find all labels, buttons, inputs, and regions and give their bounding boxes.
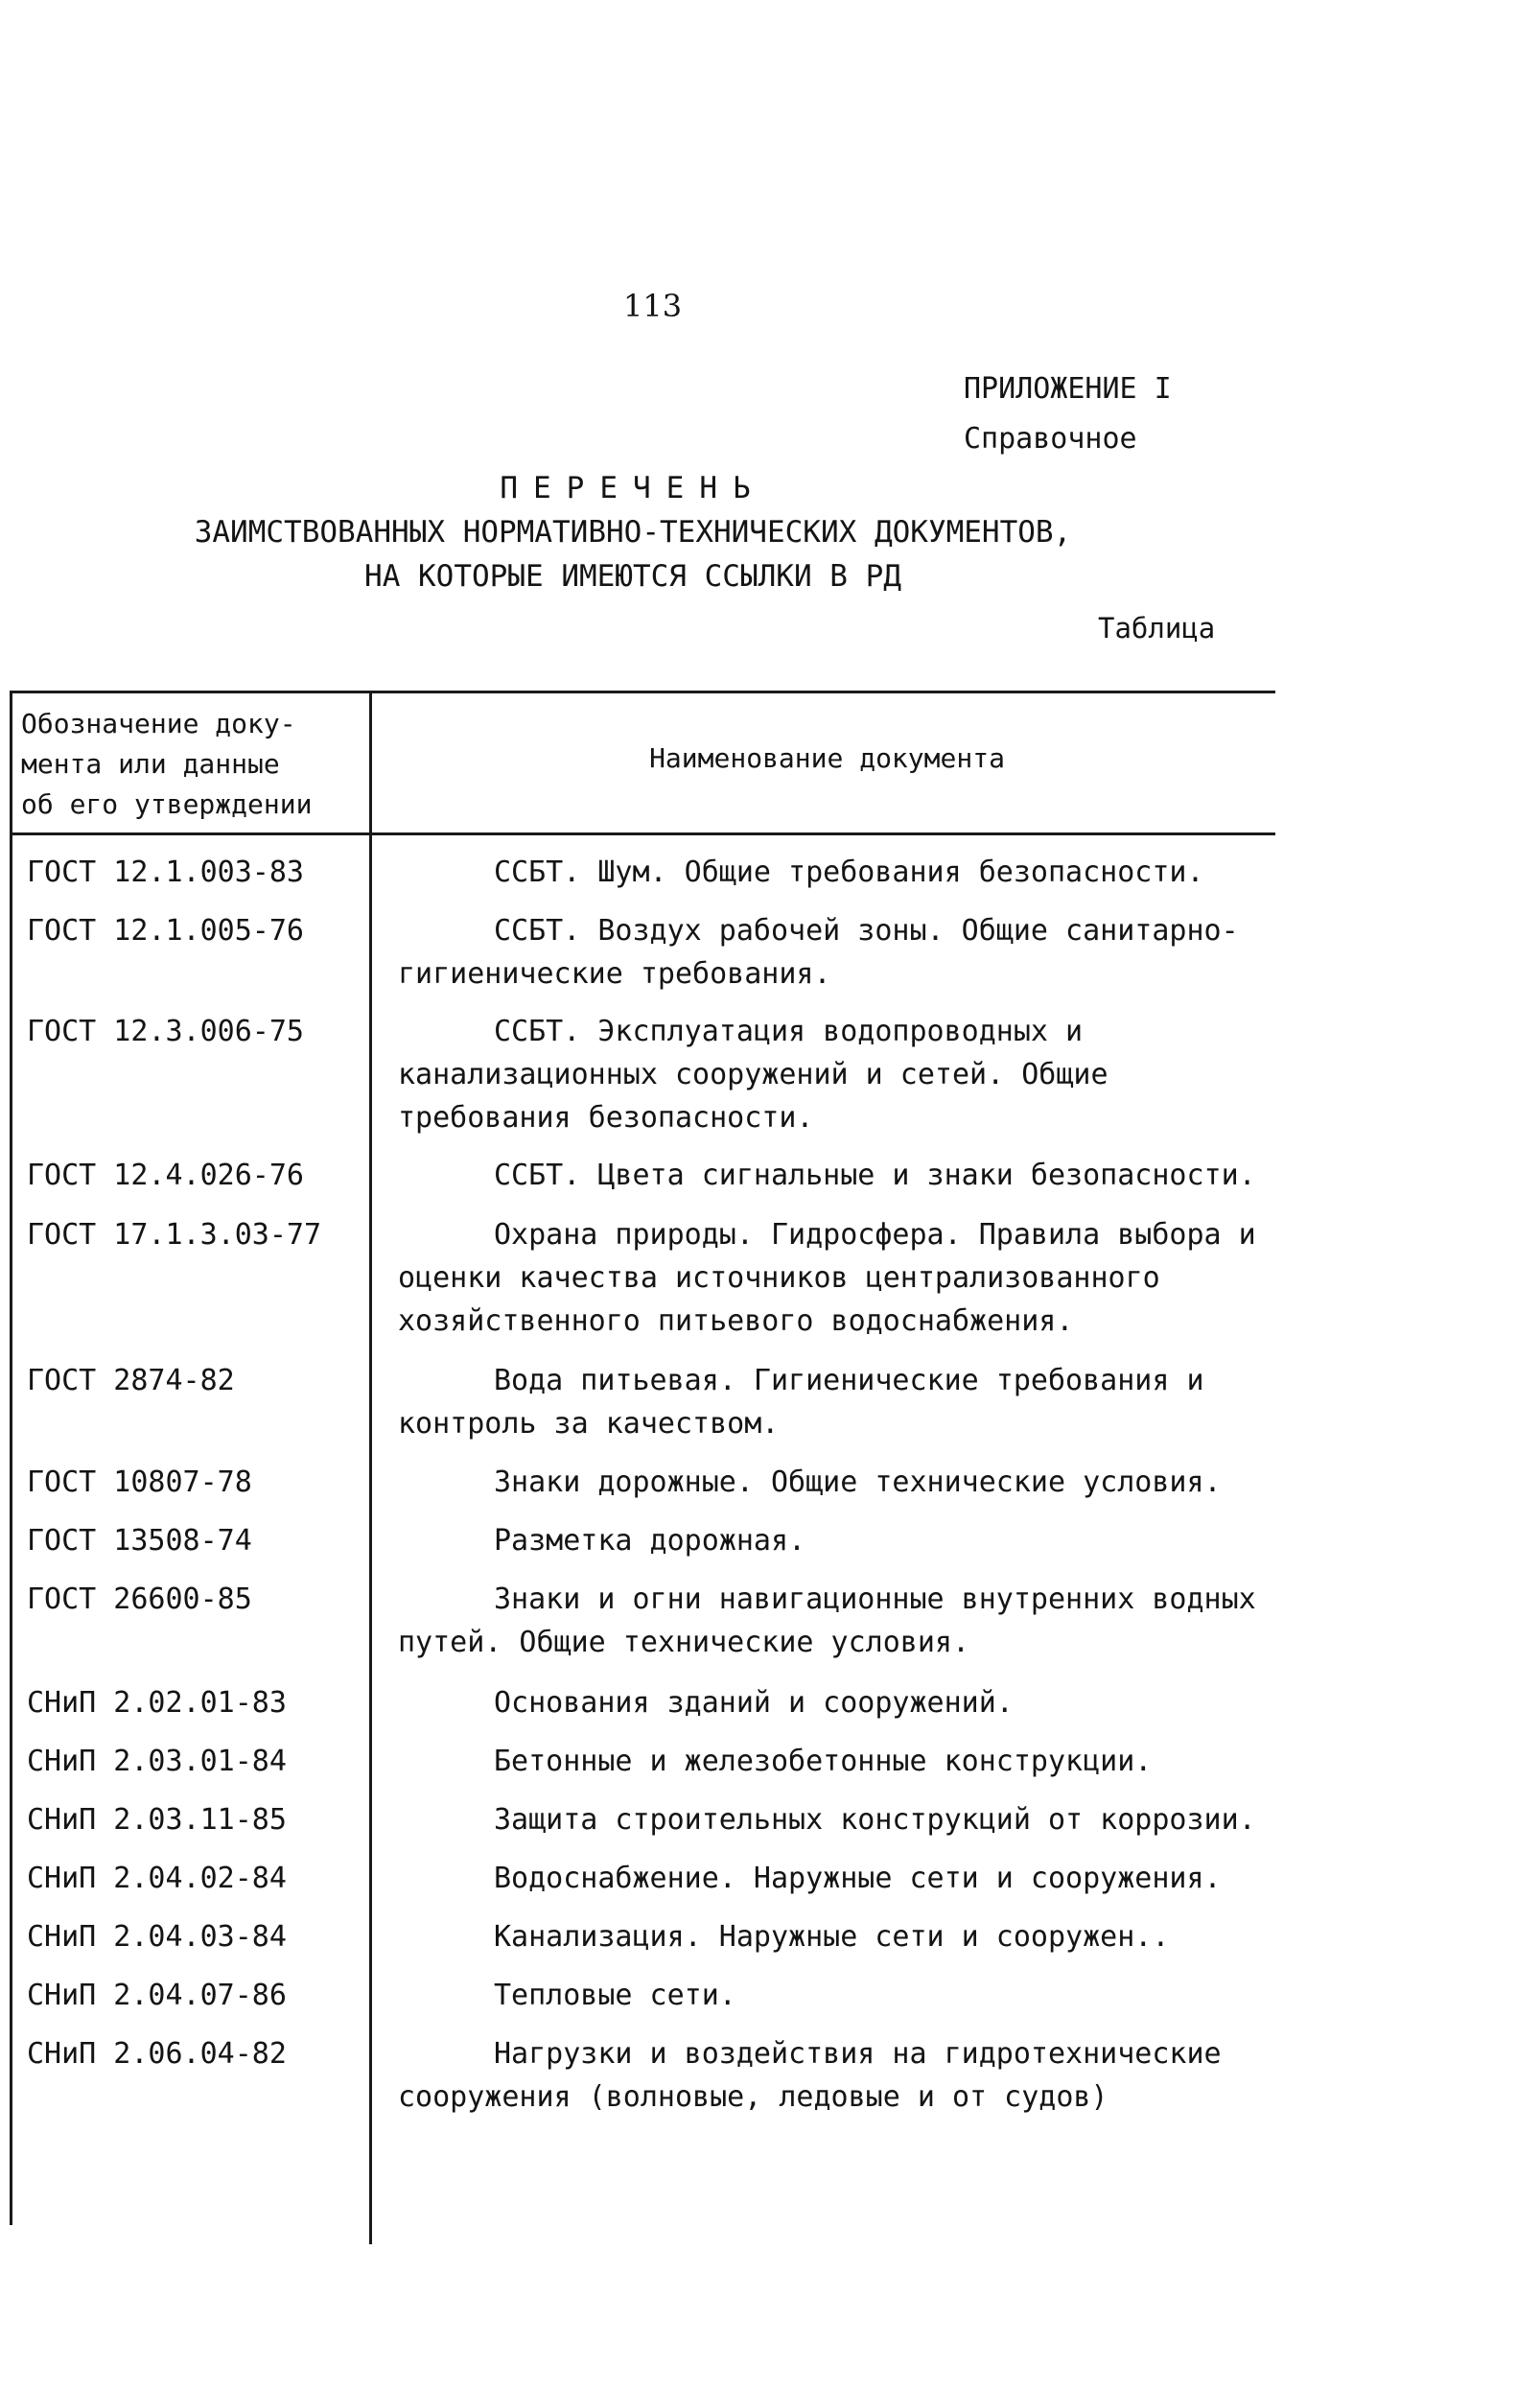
row-name: Основания зданий и сооружений. <box>494 1686 1014 1720</box>
row-code: СНиП 2.04.03-84 <box>27 1920 287 1954</box>
references-table <box>10 691 1275 2244</box>
row-code: ГОСТ 26600-85 <box>27 1582 252 1616</box>
header-document-name: Наименование документа <box>649 742 1005 774</box>
row-code: ГОСТ 2874-82 <box>27 1364 235 1397</box>
row-code: ГОСТ 10807-78 <box>27 1465 252 1499</box>
row-name: Водоснабжение. Наружные сети и сооружения. <box>494 1862 1222 1895</box>
row-code: ГОСТ 12.3.006-75 <box>27 1015 304 1048</box>
appendix-label: ПРИЛОЖЕНИЕ I <box>964 372 1172 406</box>
row-name: Охрана природы. Гидросфера. Правила выбора и оценки качества источников централизованного хозяйственного питьевого водоснабжения. <box>398 1218 1256 1338</box>
row-name: ССБТ. Шум. Общие требования безопасности. <box>494 856 1204 889</box>
header-designation <box>21 704 366 825</box>
appendix-heading <box>964 364 1172 464</box>
row-name: Вода питьевая. Гигиенические требования и контроль за качеством. <box>398 1364 1204 1441</box>
row-code: ГОСТ 12.4.026-76 <box>27 1159 304 1192</box>
document-title <box>153 466 1112 598</box>
title-line-1: ПЕРЕЧЕНЬ <box>500 471 766 505</box>
row-code: ГОСТ 12.1.003-83 <box>27 856 304 889</box>
table-header-rule <box>10 832 1275 835</box>
row-name: ССБТ. Цвета сигнальные и знаки безопасности. <box>494 1159 1256 1192</box>
row-code: ГОСТ 17.1.3.03-77 <box>27 1218 322 1252</box>
appendix-type: Справочное <box>964 422 1137 456</box>
table-label: Таблица <box>1098 612 1216 645</box>
table-top-rule <box>10 691 1275 693</box>
row-name: Канализация. Наружные сети и сооружен.. <box>494 1920 1170 1954</box>
table-left-border <box>10 691 12 2225</box>
row-name: ССБТ. Эксплуатация водопроводных и канализационных сооружений и сетей. Общие требования безопасности. <box>398 1015 1108 1135</box>
row-code: СНиП 2.02.01-83 <box>27 1686 287 1720</box>
header-designation-line-3: об его утверждении <box>21 788 313 820</box>
row-code: СНиП 2.03.01-84 <box>27 1745 287 1778</box>
title-line-3: НА КОТОРЫЕ ИМЕЮТСЯ ССЫЛКИ В РД <box>364 559 901 594</box>
row-code: СНиП 2.04.07-86 <box>27 1979 287 2012</box>
page-number: 113 <box>623 288 683 324</box>
row-name: Защита строительных конструкций от коррозии. <box>494 1803 1256 1837</box>
header-designation-line-1: Обозначение доку- <box>21 708 296 739</box>
row-name: Знаки дорожные. Общие технические условия. <box>494 1465 1222 1499</box>
row-code: СНиП 2.04.02-84 <box>27 1862 287 1895</box>
row-code: СНиП 2.03.11-85 <box>27 1803 287 1837</box>
row-name: Разметка дорожная. <box>494 1524 806 1558</box>
title-line-2: ЗАИМСТВОВАННЫХ НОРМАТИВНО-ТЕХНИЧЕСКИХ ДОКУМЕНТОВ, <box>194 515 1072 550</box>
row-name: Знаки и огни навигационные внутренних водных путей. Общие технические условия. <box>398 1582 1256 1659</box>
row-code: ГОСТ 12.1.005-76 <box>27 914 304 948</box>
row-code: ГОСТ 13508-74 <box>27 1524 252 1558</box>
row-code: СНиП 2.06.04-82 <box>27 2037 287 2071</box>
header-designation-line-2: мента или данные <box>21 748 280 780</box>
row-name: Бетонные и железобетонные конструкции. <box>494 1745 1153 1778</box>
row-name: Нагрузки и воздействия на гидротехнические сооружения (волновые, ледовые и от судов) <box>398 2037 1222 2114</box>
row-name: ССБТ. Воздух рабочей зоны. Общие санитарно-гигиенические требования. <box>398 914 1239 991</box>
row-name: Тепловые сети. <box>494 1979 736 2012</box>
